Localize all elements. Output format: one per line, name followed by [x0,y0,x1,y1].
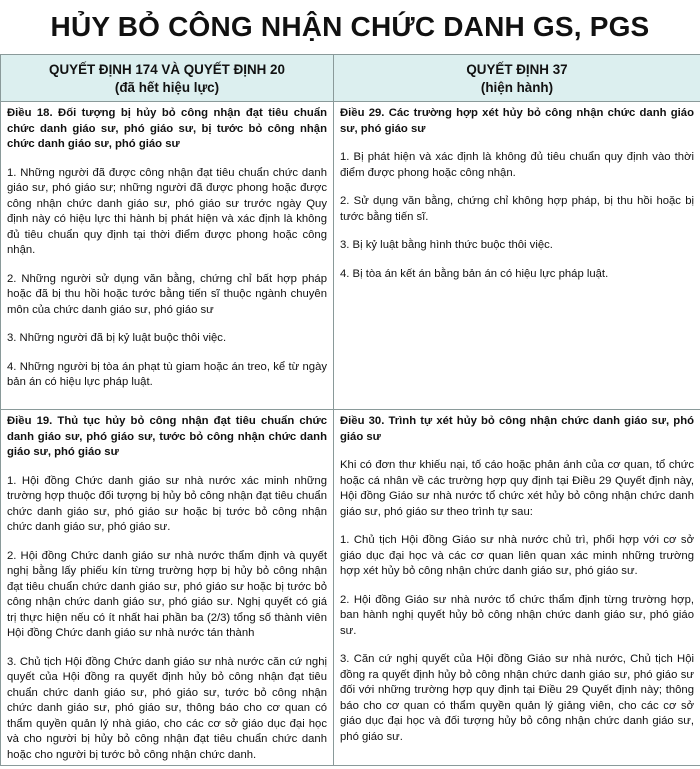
article-heading: Điều 19. Thủ tục hủy bỏ công nhận đạt tiêu chuẩn chức danh giáo sư, phó giáo sư, tước bỏ công nhận chức danh giáo sư, phó giáo sư [7,415,327,458]
column-header-current [334,55,700,102]
column-header-title: QUYẾT ĐỊNH 174 VÀ QUYẾT ĐỊNH 20 [49,62,285,77]
page-title: HỦY BỎ CÔNG NHẬN CHỨC DANH GS, PGS [50,11,650,42]
article-heading: Điều 29. Các trường hợp xét hủy bỏ công nhận chức danh giáo sư, phó giáo sư [340,107,694,135]
column-header-note: (hiện hành) [480,80,554,95]
paragraph: 4. Bị tòa án kết án bằng bản án có hiệu lực pháp luật. [340,267,609,280]
cell-current-article-30 [334,410,700,766]
article-heading: Điều 30. Trình tự xét hủy bỏ công nhận chức danh giáo sư, phó giáo sư [340,415,694,443]
article-heading: Điều 18. Đối tượng bị hủy bỏ công nhận đạt tiêu chuẩn chức danh giáo sư, phó giáo sư, bị tước bỏ công nhận chức danh giáo sư, phó giáo sư [7,107,327,150]
paragraph: 1. Chủ tịch Hội đồng Giáo sư nhà nước chủ trì, phối hợp với cơ sở giáo dục đại học và các cơ quan liên quan xác minh những trường hợp xét hủy bỏ công nhận chức danh giáo sư, phó giáo sư. [340,534,694,577]
paragraph: 4. Những người bị tòa án phạt tù giam hoặc án treo, kể từ ngày bản án có hiệu lực pháp luật. [7,360,327,388]
column-header-title: QUYẾT ĐỊNH 37 [466,62,568,77]
column-header-old [1,55,334,102]
table-row [1,410,700,766]
paragraph: 1. Những người đã được công nhận đạt tiêu chuẩn chức danh giáo sư, phó giáo sư; những người đã được phong hoặc được công nhận chức danh giáo sư, phó giáo sư trước ngày Quy định này có hiệu lực thi hành bị phát hiện và xác định là không đủ tiêu chuẩn quy định tại thời điểm được phong hoặc công nhận. [7,166,327,256]
cell-old-article-19 [1,410,334,766]
comparison-table [0,54,700,766]
cell-current-article-29 [334,102,700,410]
paragraph: 2. Hội đồng Giáo sư nhà nước tổ chức thẩm định từng trường hợp, ban hành nghị quyết hủy bỏ công nhận chức danh giáo sư, phó giáo sư. [340,593,694,637]
paragraph: 2. Những người sử dụng văn bằng, chứng chỉ bất hợp pháp hoặc đã bị thu hồi hoặc tước bằng tiến sĩ thuộc ngành chuyên môn của chức danh giáo sư, phó giáo sư [7,272,327,316]
paragraph: 1. Bị phát hiện và xác định là không đủ tiêu chuẩn quy định vào thời điểm được phong hoặc công nhận. [340,151,694,179]
table-row [1,102,700,410]
paragraph: 2. Hội đồng Chức danh giáo sư nhà nước thẩm định và quyết nghị bằng lấy phiếu kín từng trường hợp bị hủy bỏ công nhận đạt tiêu chuẩn chức danh giáo sư, phó giáo sư hoặc bị tước bỏ công nhận chức danh giáo sư, phó giáo sư. Nghị quyết có giá trị thực hiện nếu có ít nhất hai phần ba (2/3) tổng số thành viên Hội đồng Chức danh giáo sư nhà nước tán thành [7,549,327,639]
paragraph: 2. Sử dụng văn bằng, chứng chỉ không hợp pháp, bị thu hồi hoặc bị tước bằng tiến sĩ. [340,195,694,223]
paragraph: 3. Những người đã bị kỷ luật buộc thôi việc. [7,332,227,344]
table-header-row [1,55,700,102]
column-header-note: (đã hết hiệu lực) [114,80,220,95]
paragraph: Khi có đơn thư khiếu nại, tố cáo hoặc phản ánh của cơ quan, tổ chức hoặc cá nhân về các trường hợp quy định tại Điều 29 Quyết định này, Hội đồng Giáo sư nhà nước tổ chức xét hủy bỏ công nhận chức danh giáo sư, phó giáo sư theo trình tự sau: [340,459,694,518]
paragraph: 3. Chủ tịch Hội đồng Chức danh giáo sư nhà nước căn cứ nghị quyết của Hội đồng ra quyết định hủy bỏ công nhận đạt tiêu chuẩn chức danh giáo sư, phó giáo sư, tước bỏ công nhận chức danh giáo sư, phó giáo sư, thông báo cho cơ quan có thẩm quyền quản lý nhà giáo, cho các cơ sở giáo dục đại học và cho người bị hủy bỏ công nhận đạt tiêu chuẩn chức danh hoặc cho người bị tước bỏ công nhận chức danh. [7,655,327,761]
paragraph: 1. Hội đồng Chức danh giáo sư nhà nước xác minh những trường hợp thuộc đối tượng bị hủy bỏ công nhận đạt tiêu chuẩn chức danh giáo sư, phó giáo sư hoặc bị tước bỏ công nhận chức danh giáo sư, phó giáo sư. [7,474,327,533]
cell-old-article-18 [1,102,334,410]
paragraph: 3. Căn cứ nghị quyết của Hội đồng Giáo sư nhà nước, Chủ tịch Hội đồng ra quyết định hủy bỏ công nhận chức danh giáo sư, phó giáo sư đối với những trường hợp quy định tại Điều 29 Quyết định này; thông báo cho cơ quan có thẩm quyền quản lý giảng viên, cho các cơ sở giáo dục đại học và đối tượng hủy bỏ công nhận chức danh giáo sư, phó giáo sư. [340,653,694,743]
paragraph: 3. Bị kỷ luật bằng hình thức buộc thôi việc. [340,239,553,251]
